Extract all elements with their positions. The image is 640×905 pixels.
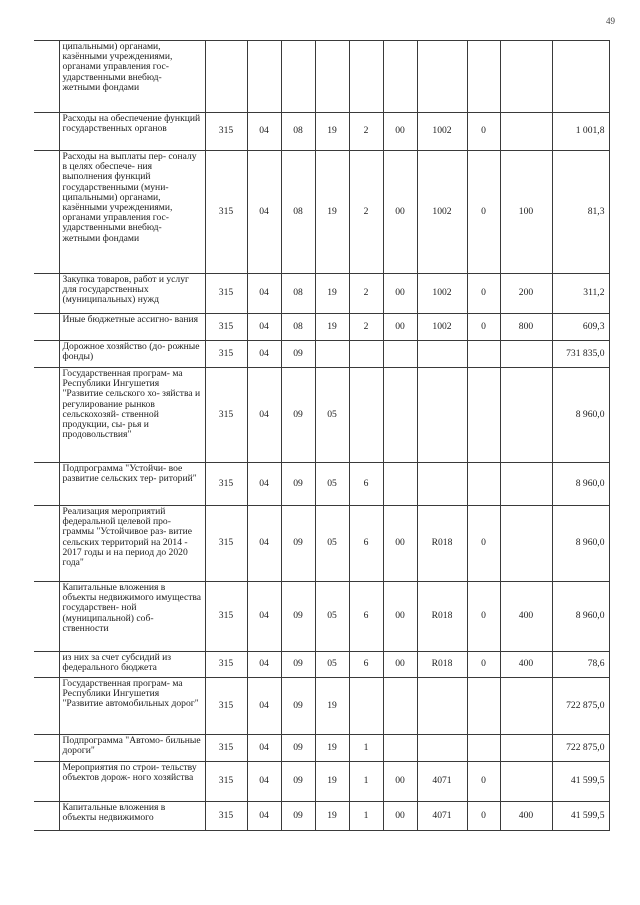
program-code-cell: 19 (315, 274, 349, 314)
direction-code-cell: 00 (383, 582, 417, 652)
subsection-code-cell: 08 (281, 151, 315, 274)
subprogram-code-cell: 1 (349, 802, 383, 831)
expense-code-cell (417, 368, 467, 463)
amount-cell: 8 960,0 (552, 506, 609, 582)
row-margin-cell (34, 463, 59, 506)
direction-code-cell: 00 (383, 151, 417, 274)
subprogram-code-cell: 1 (349, 762, 383, 802)
amount-cell: 311,2 (552, 274, 609, 314)
subprogram-code-cell: 2 (349, 151, 383, 274)
direction-code-cell (383, 463, 417, 506)
row-name: Расходы на обеспечение функций государственных органов (59, 113, 205, 151)
ministry-code-cell: 315 (205, 735, 247, 762)
expense-code-cell (417, 463, 467, 506)
expense-type-code-cell (500, 463, 552, 506)
expense-code-cell (417, 735, 467, 762)
extra-code-cell: 0 (467, 314, 500, 341)
extra-code-cell (467, 368, 500, 463)
direction-code-cell: 00 (383, 113, 417, 151)
row-name: Государственная програм- ма Республики Ингушетия "Развитие автомобильных дорог" (59, 678, 205, 735)
subprogram-code-cell: 2 (349, 113, 383, 151)
row-name: Капитальные вложения в объекты недвижимого имущества государствен- ной (муниципальной) соб- ственности (59, 582, 205, 652)
row-name: из них за счет субсидий из федерального бюджета (59, 652, 205, 678)
section-code-cell: 04 (247, 506, 281, 582)
subsection-code-cell: 09 (281, 735, 315, 762)
subsection-code-cell: 09 (281, 678, 315, 735)
section-code-cell: 04 (247, 463, 281, 506)
expense-type-code-cell (500, 341, 552, 368)
table-row (34, 113, 609, 151)
ministry-code-cell: 315 (205, 802, 247, 831)
subsection-code-cell: 09 (281, 341, 315, 368)
direction-code-cell (383, 368, 417, 463)
subsection-code-cell: 09 (281, 652, 315, 678)
extra-code-cell: 0 (467, 113, 500, 151)
section-code-cell: 04 (247, 368, 281, 463)
direction-code-cell: 00 (383, 314, 417, 341)
section-code-cell: 04 (247, 652, 281, 678)
direction-code-cell: 00 (383, 274, 417, 314)
row-margin-cell (34, 274, 59, 314)
expense-code-cell: R018 (417, 652, 467, 678)
subsection-code-cell: 09 (281, 368, 315, 463)
table-row (34, 41, 609, 113)
program-code-cell: 19 (315, 762, 349, 802)
program-code-cell (315, 341, 349, 368)
row-name: Дорожное хозяйство (до- рожные фонды) (59, 341, 205, 368)
table-row (34, 762, 609, 802)
subprogram-code-cell: 6 (349, 506, 383, 582)
row-name: Подпрограмма "Автомо- бильные дороги" (59, 735, 205, 762)
direction-code-cell (383, 41, 417, 113)
expense-code-cell: 1002 (417, 274, 467, 314)
ministry-code-cell: 315 (205, 113, 247, 151)
subsection-code-cell: 08 (281, 274, 315, 314)
subsection-code-cell: 08 (281, 113, 315, 151)
amount-cell: 1 001,8 (552, 113, 609, 151)
page-number: 49 (606, 16, 615, 26)
direction-code-cell (383, 735, 417, 762)
extra-code-cell: 0 (467, 802, 500, 831)
table-row (34, 151, 609, 274)
row-margin-cell (34, 582, 59, 652)
expense-code-cell: 4071 (417, 802, 467, 831)
extra-code-cell: 0 (467, 506, 500, 582)
row-name: Государственная програм- ма Республики Ингушетия "Развитие сельского хо- зяйства и регулирование рынков сельскохозяй- ственной продукции, сы- рья и продовольствия" (59, 368, 205, 463)
subprogram-code-cell: 6 (349, 652, 383, 678)
expense-type-code-cell: 800 (500, 314, 552, 341)
extra-code-cell: 0 (467, 652, 500, 678)
table-row (34, 506, 609, 582)
ministry-code-cell: 315 (205, 341, 247, 368)
extra-code-cell: 0 (467, 762, 500, 802)
program-code-cell: 19 (315, 735, 349, 762)
table-row (34, 341, 609, 368)
row-margin-cell (34, 802, 59, 831)
subsection-code-cell (281, 41, 315, 113)
subprogram-code-cell: 6 (349, 463, 383, 506)
expense-type-code-cell (500, 368, 552, 463)
row-margin-cell (34, 368, 59, 463)
table-body (34, 41, 609, 831)
subprogram-code-cell (349, 678, 383, 735)
expense-code-cell: 1002 (417, 151, 467, 274)
program-code-cell: 05 (315, 652, 349, 678)
ministry-code-cell: 315 (205, 582, 247, 652)
row-margin-cell (34, 762, 59, 802)
subsection-code-cell: 09 (281, 463, 315, 506)
program-code-cell: 05 (315, 368, 349, 463)
amount-cell: 8 960,0 (552, 582, 609, 652)
ministry-code-cell: 315 (205, 274, 247, 314)
extra-code-cell (467, 341, 500, 368)
expense-type-code-cell: 100 (500, 151, 552, 274)
expense-type-code-cell (500, 762, 552, 802)
amount-cell (552, 41, 609, 113)
expense-code-cell: 1002 (417, 113, 467, 151)
amount-cell: 41 599,5 (552, 802, 609, 831)
section-code-cell: 04 (247, 274, 281, 314)
expense-type-code-cell (500, 113, 552, 151)
row-margin-cell (34, 341, 59, 368)
subprogram-code-cell: 2 (349, 274, 383, 314)
expense-code-cell: R018 (417, 506, 467, 582)
row-margin-cell (34, 314, 59, 341)
row-name: Иные бюджетные ассигно- вания (59, 314, 205, 341)
amount-cell: 81,3 (552, 151, 609, 274)
extra-code-cell: 0 (467, 274, 500, 314)
subsection-code-cell: 09 (281, 582, 315, 652)
amount-cell: 78,6 (552, 652, 609, 678)
subsection-code-cell: 09 (281, 506, 315, 582)
expense-code-cell: 4071 (417, 762, 467, 802)
section-code-cell: 04 (247, 678, 281, 735)
expense-type-code-cell: 400 (500, 582, 552, 652)
subsection-code-cell: 08 (281, 314, 315, 341)
section-code-cell: 04 (247, 582, 281, 652)
program-code-cell: 19 (315, 113, 349, 151)
program-code-cell: 19 (315, 678, 349, 735)
table-row (34, 314, 609, 341)
program-code-cell: 19 (315, 151, 349, 274)
amount-cell: 722 875,0 (552, 678, 609, 735)
table-row (34, 274, 609, 314)
subprogram-code-cell (349, 368, 383, 463)
ministry-code-cell: 315 (205, 368, 247, 463)
row-margin-cell (34, 41, 59, 113)
program-code-cell (315, 41, 349, 113)
section-code-cell (247, 41, 281, 113)
expense-code-cell (417, 41, 467, 113)
subsection-code-cell: 09 (281, 762, 315, 802)
direction-code-cell (383, 678, 417, 735)
ministry-code-cell: 315 (205, 463, 247, 506)
ministry-code-cell: 315 (205, 506, 247, 582)
direction-code-cell: 00 (383, 762, 417, 802)
row-name: Подпрограмма "Устойчи- вое развитие сельских тер- риторий" (59, 463, 205, 506)
ministry-code-cell: 315 (205, 314, 247, 341)
direction-code-cell: 00 (383, 506, 417, 582)
ministry-code-cell (205, 41, 247, 113)
extra-code-cell (467, 678, 500, 735)
amount-cell: 41 599,5 (552, 762, 609, 802)
section-code-cell: 04 (247, 151, 281, 274)
amount-cell: 609,3 (552, 314, 609, 341)
subprogram-code-cell: 1 (349, 735, 383, 762)
subsection-code-cell: 09 (281, 802, 315, 831)
direction-code-cell: 00 (383, 802, 417, 831)
table-row (34, 582, 609, 652)
extra-code-cell: 0 (467, 582, 500, 652)
program-code-cell: 05 (315, 463, 349, 506)
section-code-cell: 04 (247, 341, 281, 368)
expense-code-cell: R018 (417, 582, 467, 652)
subprogram-code-cell: 2 (349, 314, 383, 341)
ministry-code-cell: 315 (205, 678, 247, 735)
ministry-code-cell: 315 (205, 762, 247, 802)
program-code-cell: 05 (315, 582, 349, 652)
extra-code-cell: 0 (467, 151, 500, 274)
expense-code-cell (417, 341, 467, 368)
row-name: ципальными) органами, казёнными учреждениями, органами управления гос- ударственными внебюд- жетными фондами (59, 41, 205, 113)
expense-type-code-cell (500, 735, 552, 762)
budget-table (34, 40, 610, 831)
subprogram-code-cell: 6 (349, 582, 383, 652)
ministry-code-cell: 315 (205, 151, 247, 274)
direction-code-cell: 00 (383, 652, 417, 678)
amount-cell: 731 835,0 (552, 341, 609, 368)
subprogram-code-cell (349, 41, 383, 113)
program-code-cell: 19 (315, 802, 349, 831)
row-margin-cell (34, 151, 59, 274)
section-code-cell: 04 (247, 314, 281, 341)
expense-type-code-cell (500, 678, 552, 735)
row-name: Расходы на выплаты пер- соналу в целях обеспече- ния выполнения функций государственными (муни- ципальными) органами, казёнными учреждениями, органами управления гос- ударственными внебюд- жетными фондами (59, 151, 205, 274)
expense-type-code-cell (500, 506, 552, 582)
extra-code-cell (467, 735, 500, 762)
row-name: Капитальные вложения в объекты недвижимого (59, 802, 205, 831)
expense-code-cell (417, 678, 467, 735)
row-margin-cell (34, 735, 59, 762)
section-code-cell: 04 (247, 762, 281, 802)
ministry-code-cell: 315 (205, 652, 247, 678)
row-margin-cell (34, 652, 59, 678)
section-code-cell: 04 (247, 802, 281, 831)
expense-type-code-cell (500, 41, 552, 113)
amount-cell: 722 875,0 (552, 735, 609, 762)
row-name: Реализация мероприятий федеральной целевой про- граммы "Устойчивое раз- витие сельских территорий на 2014 - 2017 годы и на период до 2020 года" (59, 506, 205, 582)
direction-code-cell (383, 341, 417, 368)
amount-cell: 8 960,0 (552, 463, 609, 506)
expense-type-code-cell: 400 (500, 652, 552, 678)
extra-code-cell (467, 463, 500, 506)
table-row (34, 652, 609, 678)
table-row (34, 463, 609, 506)
table-row (34, 802, 609, 831)
table-row (34, 678, 609, 735)
expense-type-code-cell: 400 (500, 802, 552, 831)
table-row (34, 735, 609, 762)
section-code-cell: 04 (247, 113, 281, 151)
section-code-cell: 04 (247, 735, 281, 762)
extra-code-cell (467, 41, 500, 113)
subprogram-code-cell (349, 341, 383, 368)
amount-cell: 8 960,0 (552, 368, 609, 463)
row-margin-cell (34, 113, 59, 151)
table-row (34, 368, 609, 463)
row-margin-cell (34, 506, 59, 582)
program-code-cell: 19 (315, 314, 349, 341)
expense-type-code-cell: 200 (500, 274, 552, 314)
row-margin-cell (34, 678, 59, 735)
row-name: Мероприятия по строи- тельству объектов дорож- ного хозяйства (59, 762, 205, 802)
program-code-cell: 05 (315, 506, 349, 582)
expense-code-cell: 1002 (417, 314, 467, 341)
row-name: Закупка товаров, работ и услуг для государственных (муниципальных) нужд (59, 274, 205, 314)
